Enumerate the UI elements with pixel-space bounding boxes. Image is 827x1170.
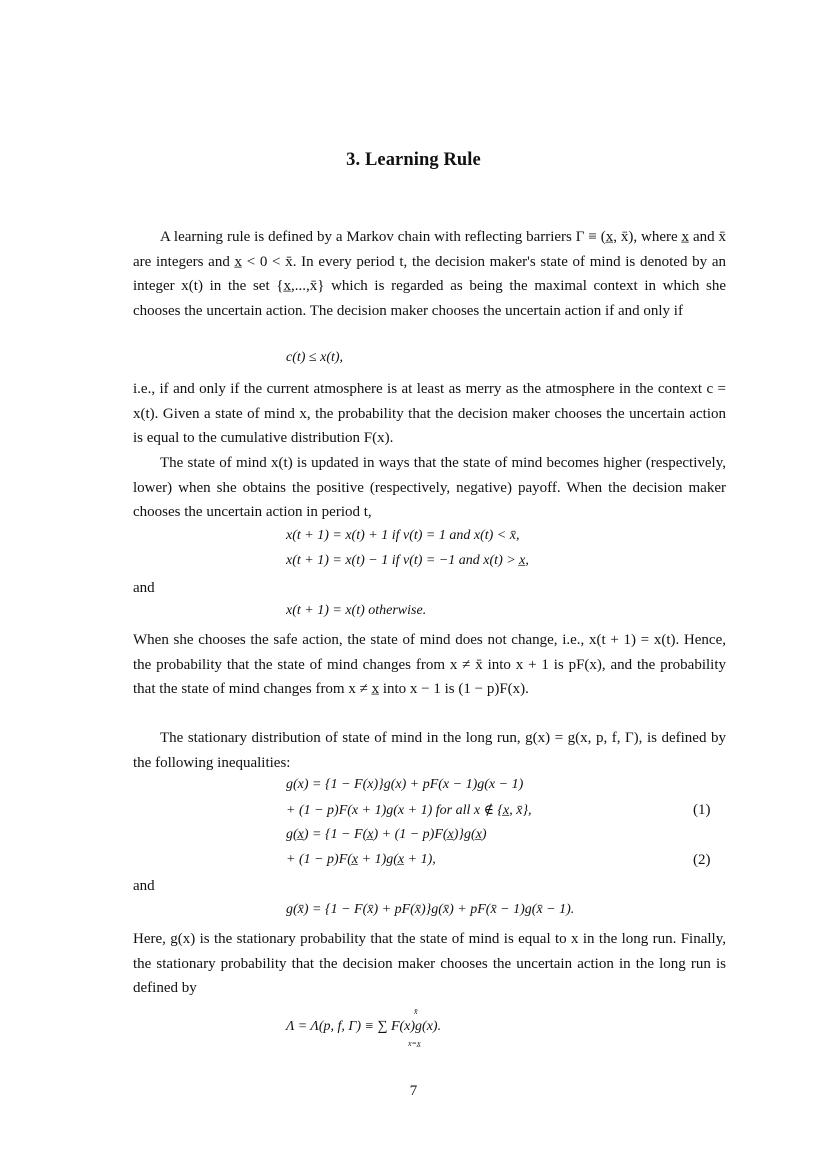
paragraph-long-run-probability: Here, g(x) is the stationary probability that the state of mind is equal to x in the long run. Finally, the stationary probability that the decision maker chooses the uncertain action in the long run is defined by bbox=[133, 931, 726, 996]
paragraph-learning-rule-definition: A learning rule is defined by a Markov chain with reflecting barriers Γ ≡ (x̲, x̄), where x̲ and x̄ are integers and x̲ < 0 < x̄. In every period t, the decision maker's state of mind is denoted by an integer x(t) in the set {x̲,...,x̄} which is regarded as being the maximal context in which she chooses the uncertain action. The decision maker chooses the uncertain action if and only if bbox=[133, 229, 726, 319]
section-title: 3. Learning Rule bbox=[346, 150, 481, 170]
equation-state-unchanged: x(t + 1) = x(t) otherwise. bbox=[286, 603, 427, 618]
connective-and-1: and bbox=[133, 580, 155, 596]
paragraph-state-update: The state of mind x(t) is updated in ways that the state of mind becomes higher (respectively, lower) when she obtains the positive (respectively, negative) payoff. When the decision maker chooses the uncertain action in period t, bbox=[133, 455, 726, 520]
equation-state-increase: x(t + 1) = x(t) + 1 if v(t) = 1 and x(t) < x̄, bbox=[286, 528, 520, 543]
equation-2-line-1: g(x̲) = {1 − F(x̲) + (1 − p)F(x̲)}g(x̲) bbox=[286, 827, 487, 842]
equation-1-line-1: g(x) = {1 − F(x)}g(x) + pF(x − 1)g(x − 1) bbox=[286, 777, 524, 792]
equation-1-number: (1) bbox=[693, 802, 711, 818]
summation-upper-limit: x̄ bbox=[414, 1007, 418, 1016]
equation-2-number: (2) bbox=[693, 852, 711, 868]
equation-lambda: Λ = Λ(p, f, Γ) ≡ ∑ F(x)g(x). bbox=[286, 1019, 442, 1034]
paragraph-atmosphere: i.e., if and only if the current atmosphere is at least as merry as the atmosphere in the context c = x(t). Given a state of mind x, the probability that the decision maker chooses the uncertain action is equal to the cumulative distribution F(x). bbox=[133, 381, 726, 446]
equation-state-decrease: x(t + 1) = x(t) − 1 if v(t) = −1 and x(t) > x̲, bbox=[286, 553, 529, 568]
equation-3: g(x̄) = {1 − F(x̄) + pF(x̄)}g(x̄) + pF(x̄ − 1)g(x̄ − 1). bbox=[286, 902, 575, 917]
paragraph-stationary-distribution: The stationary distribution of state of mind in the long run, g(x) = g(x, p, f, Γ), is defined by the following inequalities: bbox=[133, 730, 726, 771]
equation-1-line-2: + (1 − p)F(x + 1)g(x + 1) for all x ∉ {x̲, x̄}, bbox=[286, 803, 532, 818]
paragraph-safe-action: When she chooses the safe action, the state of mind does not change, i.e., x(t + 1) = x(t). Hence, the probability that the state of mind changes from x ≠ x̄ into x + 1 is pF(x), and the probability that the state of mind changes from x ≠ x̲ into x − 1 is (1 − p)F(x). bbox=[133, 632, 726, 697]
summation-lower-limit: x=x̲ bbox=[408, 1039, 421, 1048]
equation-choice-condition: c(t) ≤ x(t), bbox=[286, 350, 344, 365]
equation-2-line-2: + (1 − p)F(x̲ + 1)g(x̲ + 1), bbox=[286, 852, 436, 867]
page-number: 7 bbox=[409, 1083, 418, 1099]
connective-and-2: and bbox=[133, 878, 155, 894]
